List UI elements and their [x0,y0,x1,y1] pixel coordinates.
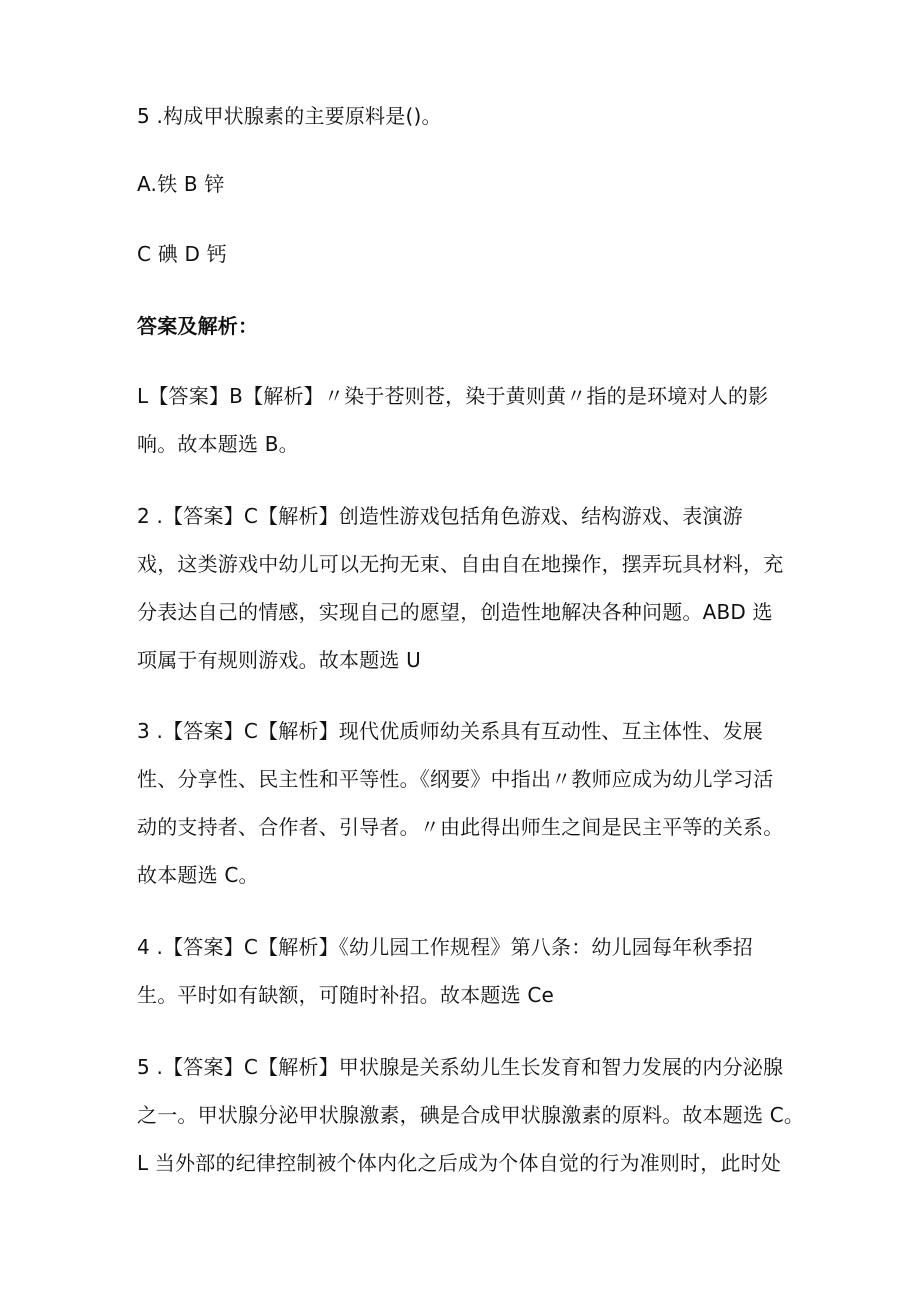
answer-2-line: 2 .【答案】C【解析】创造性游戏包括角色游戏、结构游戏、表演游 [137,504,743,528]
question-stem: 5 .构成甲状腺素的主要原料是()。 [137,104,442,128]
answer-3-line: 性、分享性、民主性和平等性。《纲要》中指出〃教师应成为幼儿学习活 [137,767,774,791]
answer-1-line: 响。故本题选 B。 [137,432,299,456]
question-options-cd: C 碘 D 钙 [137,242,227,266]
answer-3-line: 故本题选 C。 [137,863,259,887]
answer-3-line: 3 .【答案】C【解析】现代优质师幼关系具有互动性、互主体性、发展 [137,719,764,743]
answer-2-line: 分表达自己的情感，实现自己的愿望，创造性地解决各种问题。ABD 选 [137,600,773,624]
answer-1-line: L【答案】B【解析】〃染于苍则苍，染于黄则黄〃指的是环境对人的影 [137,384,769,408]
answer-2-line: 戏，这类游戏中幼儿可以无拘无束、自由自在地操作，摆弄玩具材料，充 [137,552,784,576]
answers-heading: 答案及解析： [137,314,259,338]
answer-5-line: 之一。甲状腺分泌甲状腺激素，碘是合成甲状腺激素的原料。故本题选 C。 [137,1103,805,1127]
answer-4-line: 生。平时如有缺额，可随时补招。故本题选 Ce [137,983,555,1007]
answer-2-line: 项属于有规则游戏。故本题选 U [137,648,421,672]
answer-4-line: 4 .【答案】C【解析】《幼儿园工作规程》第八条：幼儿园每年秋季招 [137,935,754,959]
answer-3-line: 动的支持者、合作者、引导者。〃由此得出师生之间是民主平等的关系。 [137,815,784,839]
question-options-ab: A.铁 B 锌 [137,172,225,196]
answer-5-line: L 当外部的纪律控制被个体内化之后成为个体自觉的行为准则时，此时处 [137,1151,782,1175]
answer-5-line: 5 .【答案】C【解析】甲状腺是关系幼儿生长发育和智力发展的内分泌腺 [137,1055,784,1079]
